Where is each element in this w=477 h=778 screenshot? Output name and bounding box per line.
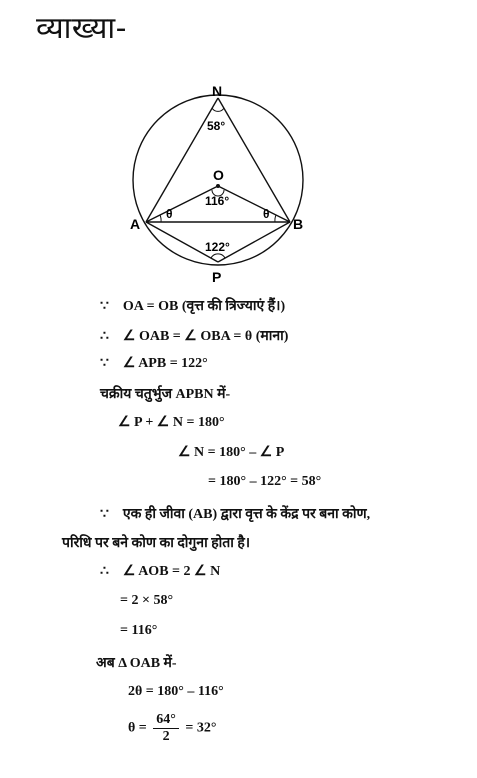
line-5: ∠ P + ∠ N = 180° (118, 415, 225, 430)
fraction-denominator: 2 (162, 729, 170, 744)
fraction-numerator: 64° (153, 712, 179, 729)
therefore-symbol: ∴ (100, 564, 109, 579)
line-11: = 2 × 58° (120, 593, 174, 608)
label-O: O (213, 167, 224, 183)
line-3-text: ∠ APB = 122° (122, 356, 208, 371)
line-15-lhs: θ = (128, 720, 147, 736)
theta-A-label: θ (166, 207, 173, 221)
angle-O-label: 116° (205, 194, 230, 208)
line-6: ∠ N = 180° – ∠ P (178, 445, 285, 460)
angle-N-label: 58° (207, 119, 226, 133)
line-10 (100, 563, 220, 580)
line-1-text: OA = OB (वृत्त की त्रिज्याएं हैं।) (122, 299, 286, 314)
label-A: A (130, 216, 141, 232)
label-N: N (212, 83, 223, 99)
label-B: B (293, 216, 304, 232)
line-9: परिधि पर बने कोण का दोगुना होता है। (62, 536, 251, 551)
line-13: अब Δ OAB में- (96, 656, 177, 671)
line-8 (100, 504, 370, 523)
line-4: चक्रीय चतुर्भुज APBN में- (100, 387, 231, 402)
line-3 (100, 355, 208, 372)
because-symbol: ∵ (100, 299, 109, 314)
line-14: 2θ = 180° – 116° (128, 684, 224, 699)
line-8-text: एक ही जीवा (AB) द्वारा वृत्त के केंद्र पर बना कोण, (122, 507, 371, 522)
line-10-text: ∠ AOB = 2 ∠ N (122, 564, 221, 579)
arc-B (275, 215, 276, 222)
arc-N (212, 108, 224, 111)
theta-B-label: θ (263, 207, 270, 221)
circle-diagram (0, 0, 477, 300)
label-P: P (212, 269, 222, 285)
line-15-rhs: = 32° (185, 720, 217, 736)
line-2-text: ∠ OAB = ∠ OBA = θ (माना) (122, 329, 289, 344)
center-dot (216, 184, 220, 188)
line-2 (100, 326, 288, 345)
because-symbol: ∵ (100, 356, 109, 371)
heading: व्याख्या- (36, 11, 127, 46)
therefore-symbol: ∴ (100, 329, 109, 344)
line-15 (128, 712, 216, 745)
because-symbol: ∵ (100, 507, 109, 522)
arc-P (211, 254, 225, 258)
angle-P-label: 122° (205, 240, 230, 254)
line-1 (100, 296, 285, 315)
line-12: = 116° (120, 623, 158, 638)
arc-A (160, 215, 161, 222)
fraction (153, 712, 179, 745)
line-7: = 180° – 122° = 58° (208, 474, 322, 489)
